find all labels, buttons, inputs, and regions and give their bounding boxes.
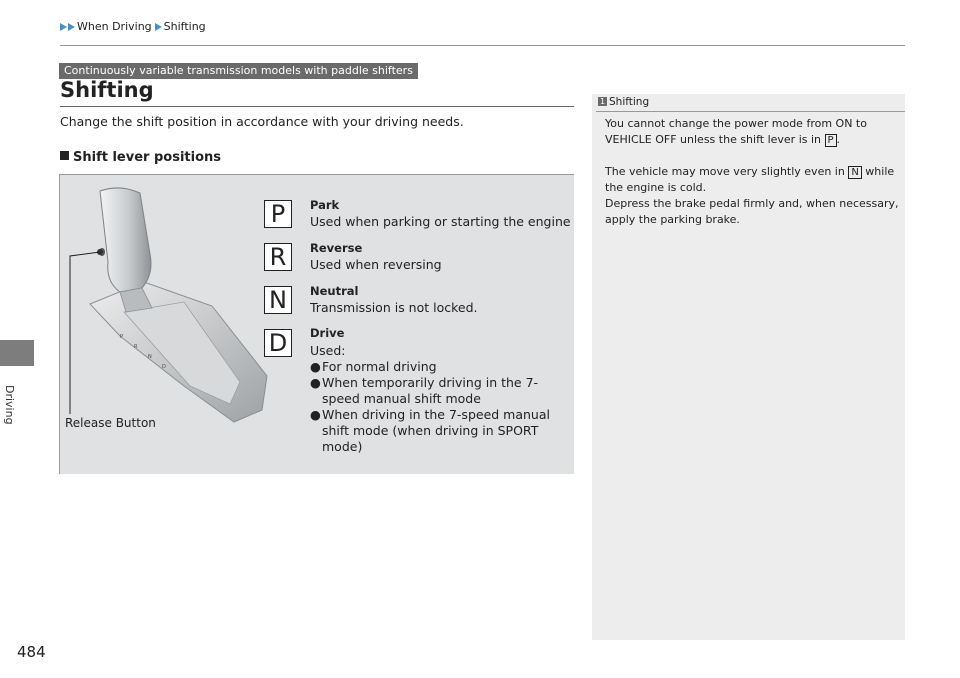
gear-n-icon: N (264, 286, 292, 314)
gear-r-title: Reverse (310, 241, 363, 255)
sidebar-heading-text: Shifting (609, 96, 650, 108)
shift-lever-illustration (62, 186, 287, 430)
neutral-key-icon: N (848, 166, 861, 179)
gear-d-bullet: ● When driving in the 7-speed manual shift mode (when driving in SPORT mode) (310, 407, 550, 454)
arrow-icon (60, 23, 67, 31)
gear-p-desc: Used when parking or starting the engine (310, 214, 571, 229)
svg-text:N: N (148, 354, 152, 360)
gear-r-icon: R (264, 243, 292, 271)
sidebar-heading (598, 96, 649, 108)
sidebar-note-cold-engine: The vehicle may move very slightly even in N while the engine is cold. (605, 165, 895, 194)
page-title: Shifting (60, 78, 154, 102)
note-marker-icon: 1 (599, 96, 606, 106)
breadcrumb (60, 20, 209, 33)
bullet-dot-icon: ● (310, 407, 321, 422)
model-tag: Continuously variable transmission models with paddle shifters (59, 63, 418, 79)
gear-d-title: Drive (310, 326, 345, 340)
page-number: 484 (17, 643, 46, 661)
chapter-tab-label: Driving (3, 385, 16, 425)
bullet-dot-icon: ● (310, 375, 321, 390)
sidebar-note-brake: Depress the brake pedal firmly and, when necessary, apply the parking brake. (605, 197, 899, 226)
arrow-icon (155, 23, 162, 31)
release-button-label: Release Button (65, 416, 156, 430)
breadcrumb-page[interactable]: Shifting (163, 20, 206, 33)
sidebar-divider (596, 111, 905, 112)
section-heading-text: Shift lever positions (73, 150, 221, 165)
breadcrumb-section[interactable]: When Driving (77, 20, 152, 33)
gear-n-desc: Transmission is not locked. (310, 300, 478, 315)
gear-d-icon: D (264, 329, 292, 357)
section-heading (60, 150, 221, 165)
intro-text: Change the shift position in accordance with your driving needs. (60, 114, 464, 129)
sidebar-note-power-mode: You cannot change the power mode from ON to VEHICLE OFF unless the shift lever is in P . (605, 117, 867, 146)
svg-text:D: D (162, 364, 166, 370)
arrow-icon (68, 23, 75, 31)
gear-d-bullet: ● For normal driving (310, 359, 437, 374)
gear-p-title: Park (310, 198, 340, 212)
gear-p-icon: P (264, 200, 292, 228)
square-bullet-icon (60, 151, 69, 160)
svg-text:R: R (134, 344, 138, 350)
svg-text:P: P (120, 334, 124, 340)
gear-d-desc: Used: (310, 343, 346, 358)
title-divider (60, 106, 574, 107)
gear-r-desc: Used when reversing (310, 257, 442, 272)
header-divider (60, 45, 905, 46)
park-key-icon: P (825, 134, 837, 147)
chapter-tab-marker (0, 340, 34, 366)
gear-n-title: Neutral (310, 284, 359, 298)
gear-d-bullet: ● When temporarily driving in the 7-speed manual shift mode (310, 375, 539, 406)
bullet-dot-icon: ● (310, 359, 321, 374)
